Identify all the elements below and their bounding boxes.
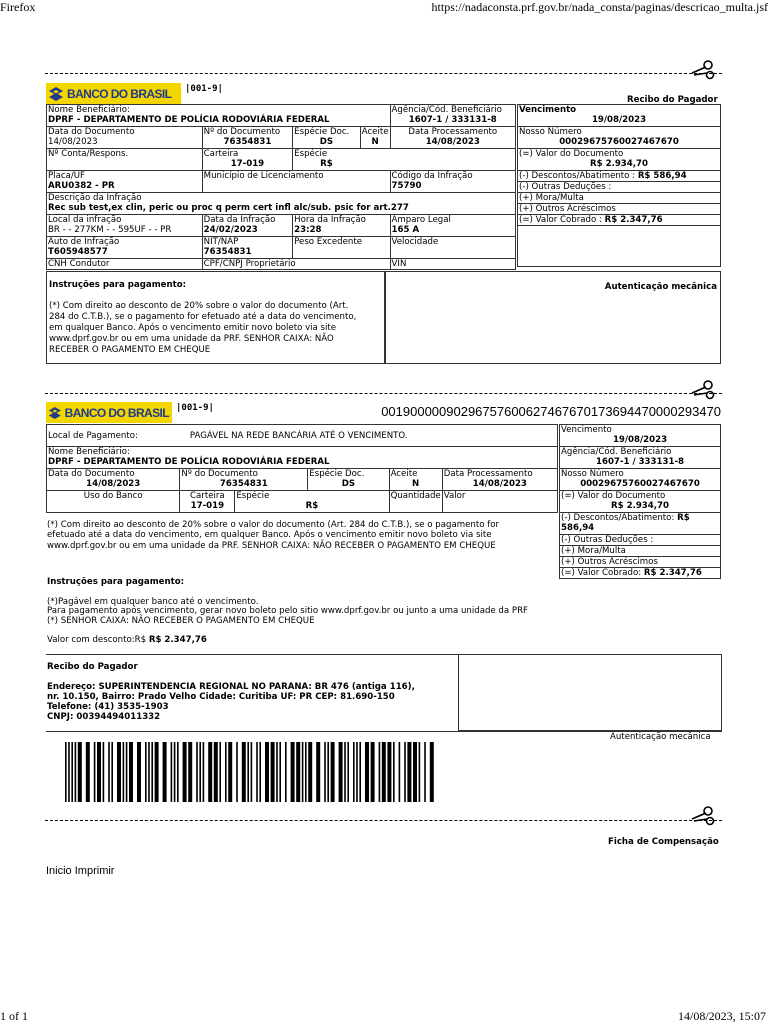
value-label: Valor	[443, 491, 466, 501]
accept-value: N	[371, 137, 379, 147]
discount-notice-line: (*) Com direito ao desconto de 20% sobre o valor do documento (Art. 284 do C.T.B.), se o pagamento for	[47, 520, 500, 530]
barcode-bar	[208, 742, 212, 802]
barcode-bar	[151, 742, 153, 802]
barcode-bar	[387, 742, 391, 802]
discounted-value: R$ 2.347,76	[148, 635, 207, 645]
barcode-bar	[302, 742, 304, 802]
our-number-label: Nosso Número	[561, 469, 624, 479]
other-deductions-label: (-) Outras Deduções :	[561, 535, 654, 545]
barcode-bar	[305, 742, 307, 802]
infraction-desc-label: Descrição da Infração	[48, 193, 142, 203]
charged-value: R$ 2.347,76	[643, 568, 702, 578]
infraction-code-label: Código da Infração	[391, 171, 473, 181]
print-datetime: 14/08/2023, 15:07	[677, 1009, 766, 1023]
barcode-bar	[65, 742, 67, 802]
infraction-time-label: Hora da Infração	[294, 215, 366, 225]
discounted-value-line	[47, 635, 207, 646]
our-number: 00029675760027467670	[580, 479, 700, 489]
processing-date: 14/08/2023	[425, 137, 480, 147]
barcode-bar	[365, 742, 369, 802]
bank-code: |001-9|	[185, 84, 223, 94]
barcode-bar	[203, 742, 205, 802]
wallet-value: 17-019	[190, 501, 225, 511]
barcode-bar	[371, 742, 375, 802]
receipt-values	[517, 104, 721, 267]
processing-date-label: Data Processamento	[408, 127, 498, 137]
barcode-bar	[129, 742, 133, 802]
barcode-bar	[399, 742, 401, 802]
agency-code: 1607-1 / 333131-8	[408, 115, 497, 125]
ficha-title: Ficha de Compensação	[608, 837, 719, 847]
discount-notice-line: efetuado até a data do vencimento, em qualquer Banco. Após o vencimento emitir novo boleto via site	[47, 530, 492, 540]
cut-line	[45, 393, 722, 394]
beneficiary-label: Nome Beneficiário:	[48, 447, 130, 457]
doc-value-label: (=) Valor do Documento	[561, 491, 666, 501]
processing-date: 14/08/2023	[472, 479, 527, 489]
doc-number-label: Nº do Documento	[203, 127, 281, 137]
digitable-line: 00190000090296757600627467670173694470000293470	[381, 404, 721, 419]
barcode-bar	[379, 742, 381, 802]
barcode-bar	[111, 742, 113, 802]
doc-type: DS	[319, 137, 334, 147]
barcode-bar	[291, 742, 295, 802]
owner-cpf-label: CPF/CNPJ Proprietário	[203, 259, 296, 269]
doc-date-label: Data do Documento	[48, 469, 135, 479]
doc-date: 14/08/2023	[48, 137, 98, 147]
charged-value: R$ 2.347,76	[604, 215, 663, 225]
vin-label: VIN	[391, 259, 407, 269]
infraction-date: 24/02/2023	[203, 225, 258, 235]
barcode-bar	[279, 742, 281, 802]
barcode-bar	[75, 742, 77, 802]
instructions-line: (*)Pagável em qualquer banco até o vencimento.	[47, 597, 259, 607]
speed-label: Velocidade	[391, 237, 439, 247]
agency-label: Agência/Cód. Beneficiário	[561, 447, 672, 457]
barcode-bar	[331, 742, 335, 802]
barcode-bar	[94, 742, 96, 802]
currency-value: R$	[305, 501, 319, 511]
address-line: nr. 10.150, Bairro: Prado Velho Cidade: Curitiba UF: PR CEP: 81.690-150	[47, 692, 395, 702]
scissors-icon	[690, 59, 716, 81]
plate-value: ARU0382 - PR	[48, 181, 115, 191]
doc-number: 76354831	[223, 137, 272, 147]
barcode-bar	[225, 742, 227, 802]
barcode-bar	[148, 742, 150, 802]
barcode-bar	[259, 742, 261, 802]
barcode-bar	[424, 742, 426, 802]
account-label: Nº Conta/Respons.	[48, 149, 129, 159]
doc-value: R$ 2.934,70	[611, 501, 669, 511]
barcode-bar	[196, 742, 198, 802]
agency-code: 1607-1 / 333131-8	[595, 457, 684, 467]
barcode-bar	[276, 742, 278, 802]
footer-links	[46, 865, 114, 877]
bank-use-label: Uso do Banco	[83, 491, 143, 501]
infraction-date-label: Data da Infração	[203, 215, 276, 225]
bank-logo-icon	[48, 86, 64, 102]
barcode-bar	[344, 742, 346, 802]
instructions-line: em qualquer Banco. Após o vencimento emitir novo boleto via site	[49, 323, 337, 333]
our-number-label: Nosso Número	[519, 127, 582, 137]
barcode	[65, 742, 435, 802]
discount-value: R$ 586,94	[637, 171, 687, 181]
due-date: 19/08/2023	[591, 115, 647, 125]
infraction-desc: Rec sub test,ex clin, peric ou proc q perm cert infl alc/sub. psic for art.277	[48, 203, 409, 213]
barcode-bar	[256, 742, 258, 802]
barcode-bar	[407, 742, 411, 802]
ficha-form	[46, 424, 558, 513]
doc-date: 14/08/2023	[86, 479, 141, 489]
barcode-bar	[324, 742, 326, 802]
barcode-bar	[236, 742, 238, 802]
fine-label: (+) Mora/Multa	[561, 546, 626, 556]
processing-date-label: Data Processamento	[443, 469, 533, 479]
barcode-bar	[265, 742, 269, 802]
page-count: 1 of 1	[0, 1009, 28, 1023]
doc-value: R$ 2.934,70	[590, 159, 648, 169]
doc-number: 76354831	[219, 479, 268, 489]
bank-logo-icon	[48, 405, 62, 421]
other-additions-label: (+) Outros Acréscimos	[519, 204, 616, 214]
barcode-bar	[108, 742, 110, 802]
receipt-form	[46, 104, 516, 270]
barcode-bar	[296, 742, 300, 802]
excess-weight-label: Peso Excedente	[294, 237, 363, 247]
ticket-label: Auto de Infração	[48, 237, 120, 247]
barcode-bar	[123, 742, 125, 802]
wallet-label: Carteira	[203, 149, 239, 159]
barcode-bar	[214, 742, 218, 802]
doc-type-label: Espécie Doc.	[309, 469, 365, 479]
doc-type: DS	[341, 479, 356, 489]
doc-date-label: Data do Documento	[48, 127, 135, 137]
doc-value-label: (=) Valor do Documento	[519, 149, 624, 159]
instructions-line: 284 do C.T.B.), se o pagamento for efetuado até a data do vencimento,	[49, 312, 357, 322]
doc-type-label: Espécie Doc.	[294, 127, 350, 137]
scissors-icon	[690, 805, 716, 827]
payer-receipt-title: Recibo do Pagador	[47, 662, 138, 672]
bank-logo	[46, 83, 181, 104]
discount-label: (-) Descontos/Abatimento:	[561, 513, 675, 523]
currency-label: Espécie	[236, 491, 270, 501]
browser-app-name: Firefox	[0, 0, 36, 14]
discount-notice-line: www.dprf.gov.br ou em uma unidade da PRF. SENHOR CAIXA: NÃO RECEBER O PAGAMENTO EM CHEQUE	[47, 541, 496, 551]
payment-instructions-box	[46, 271, 385, 364]
infraction-time: 23:28	[294, 225, 322, 235]
barcode-bar	[183, 742, 187, 802]
plate-label: Placa/UF	[48, 171, 85, 181]
discount-value: 586,94	[561, 523, 595, 533]
barcode-bar	[219, 742, 221, 802]
barcode-bar	[137, 742, 141, 802]
due-date-label: Vencimento	[561, 425, 612, 435]
address-line: Endereço: SUPERINTENDENCIA REGIONAL NO PARANA: BR 476 (antiga 116),	[47, 682, 415, 692]
cnh-label: CNH Condutor	[48, 259, 110, 269]
cnpj: CNPJ: 00394494011332	[47, 712, 161, 722]
agency-label: Agência/Cód. Beneficiário	[391, 105, 502, 115]
barcode-bar	[163, 742, 167, 802]
receipt-title: Recibo do Pagador	[627, 95, 718, 105]
barcode-bar	[327, 742, 329, 802]
barcode-bar	[271, 742, 275, 802]
instructions-title: Instruções para pagamento:	[49, 280, 187, 290]
home-link[interactable]: Inicio	[46, 865, 72, 877]
barcode-bar	[177, 742, 179, 802]
currency-value: R$	[320, 159, 333, 169]
wallet-label: Carteira	[190, 491, 225, 501]
wallet-value: 17-019	[230, 159, 265, 169]
beneficiary-label: Nome Beneficiário:	[48, 105, 130, 115]
barcode-bar	[68, 742, 70, 802]
other-additions-label: (+) Outros Acréscimos	[561, 557, 658, 567]
instructions-line: www.dprf.gov.br ou em uma unidade da PRF. SENHOR CAIXA: NÃO	[49, 334, 334, 344]
nit-label: NIT/NAP	[203, 237, 239, 247]
browser-url: https://nadaconsta.prf.gov.br/nada_consta/paginas/descricao_multa.jsf	[431, 0, 768, 14]
due-date-label: Vencimento	[519, 105, 577, 115]
doc-number-label: Nº do Documento	[181, 469, 258, 479]
mechanical-auth-box	[385, 271, 721, 364]
our-number: 00029675760027467670	[559, 137, 679, 147]
instructions-line: (*) SENHOR CAIXA: NÃO RECEBER O PAGAMENTO EM CHEQUE	[47, 616, 315, 626]
barcode-bar	[382, 742, 386, 802]
accept-label: Aceite	[361, 127, 389, 137]
bank-name: BANCO DO BRASIL	[67, 86, 172, 101]
barcode-bar	[430, 742, 434, 802]
barcode-bar	[86, 742, 90, 802]
barcode-bar	[353, 742, 355, 802]
barcode-bar	[174, 742, 176, 802]
currency-label: Espécie	[294, 149, 328, 159]
infraction-place-label: Local da infração	[48, 215, 122, 225]
instructions-line: Para pagamento após vencimento, gerar novo boleto pelo sitio www.dprf.gov.br ou junto a uma unidade da PRF	[47, 606, 528, 616]
nit-value: 76354831	[203, 247, 252, 257]
barcode-bar	[155, 742, 159, 802]
mechanical-auth-label: Autenticação mecânica	[604, 282, 717, 292]
accept-label: Aceite	[390, 469, 418, 479]
ticket-number: T605948577	[48, 247, 108, 257]
discount-currency: R$	[677, 513, 690, 523]
barcode-bar	[78, 742, 82, 802]
barcode-bar	[171, 742, 173, 802]
barcode-bar	[356, 742, 358, 802]
barcode-bar	[393, 742, 395, 802]
barcode-bar	[316, 742, 320, 802]
charged-value-label: (=) Valor Cobrado:	[561, 568, 642, 578]
instructions-line: RECEBER O PAGAMENTO EM CHEQUE	[49, 345, 211, 355]
charged-value-label: (=) Valor Cobrado :	[519, 215, 602, 225]
discount-label: (-) Descontos/Abatimento :	[519, 171, 636, 181]
ficha-values	[559, 424, 721, 579]
bank-name: BANCO DO BRASIL	[64, 405, 169, 420]
barcode-bar	[228, 742, 232, 802]
due-date: 19/08/2023	[612, 435, 668, 445]
barcode-bar	[117, 742, 121, 802]
other-deductions-label: (-) Outras Deduções :	[519, 182, 612, 192]
beneficiary-name: DPRF - DEPARTAMENTO DE POLÍCIA RODOVIÁRIA FEDERAL	[48, 457, 330, 467]
phone: Telefone: (41) 3535-1903	[47, 702, 169, 712]
print-link[interactable]: Imprimir	[74, 865, 115, 877]
cut-line	[45, 73, 722, 74]
barcode-bar	[413, 742, 417, 802]
payment-place-label: Local de Pagamento:	[48, 430, 138, 441]
scissors-icon	[690, 379, 716, 401]
barcode-bar	[247, 742, 249, 802]
barcode-bar	[419, 742, 421, 802]
barcode-bar	[97, 742, 101, 802]
barcode-bar	[308, 742, 312, 802]
municipality-label: Município de Licenciamento	[203, 171, 324, 181]
barcode-bar	[126, 742, 128, 802]
barcode-bar	[347, 742, 349, 802]
barcode-bar	[199, 742, 201, 802]
bank-logo	[46, 402, 172, 423]
barcode-bar	[404, 742, 406, 802]
bank-code: |001-9|	[176, 403, 214, 413]
fine-label: (+) Mora/Multa	[519, 193, 584, 203]
cut-line	[45, 820, 722, 821]
discounted-value-label: Valor com desconto:R$	[47, 635, 147, 645]
barcode-bar	[285, 742, 287, 802]
payment-place: PAGÁVEL NA REDE BANCÁRIA ATÉ O VENCIMENTO.	[189, 430, 408, 441]
beneficiary-name: DPRF - DEPARTAMENTO DE POLÍCIA RODOVIÁRIA FEDERAL	[48, 115, 330, 125]
barcode-bar	[103, 742, 105, 802]
barcode-bar	[145, 742, 147, 802]
infraction-code: 75790	[391, 181, 422, 191]
legal-basis: 165 A	[391, 225, 420, 235]
barcode-bar	[71, 742, 73, 802]
instructions-line: (*) Com direito ao desconto de 20% sobre o valor do documento (Art.	[49, 301, 349, 311]
payer-auth-box	[458, 654, 722, 731]
accept-value: N	[412, 479, 420, 489]
barcode-bar	[188, 742, 192, 802]
barcode-bar	[339, 742, 343, 802]
barcode-bar	[359, 742, 361, 802]
infraction-place: BR - - 277KM - - 595UF - - PR	[48, 225, 172, 235]
mechanical-auth-label: Autenticação mecânica	[610, 732, 711, 742]
barcode-bar	[251, 742, 253, 802]
legal-basis-label: Amparo Legal	[391, 215, 451, 225]
instructions-title: Instruções para pagamento:	[47, 577, 185, 587]
barcode-bar	[242, 742, 246, 802]
quantity-label: Quantidade	[390, 491, 441, 501]
